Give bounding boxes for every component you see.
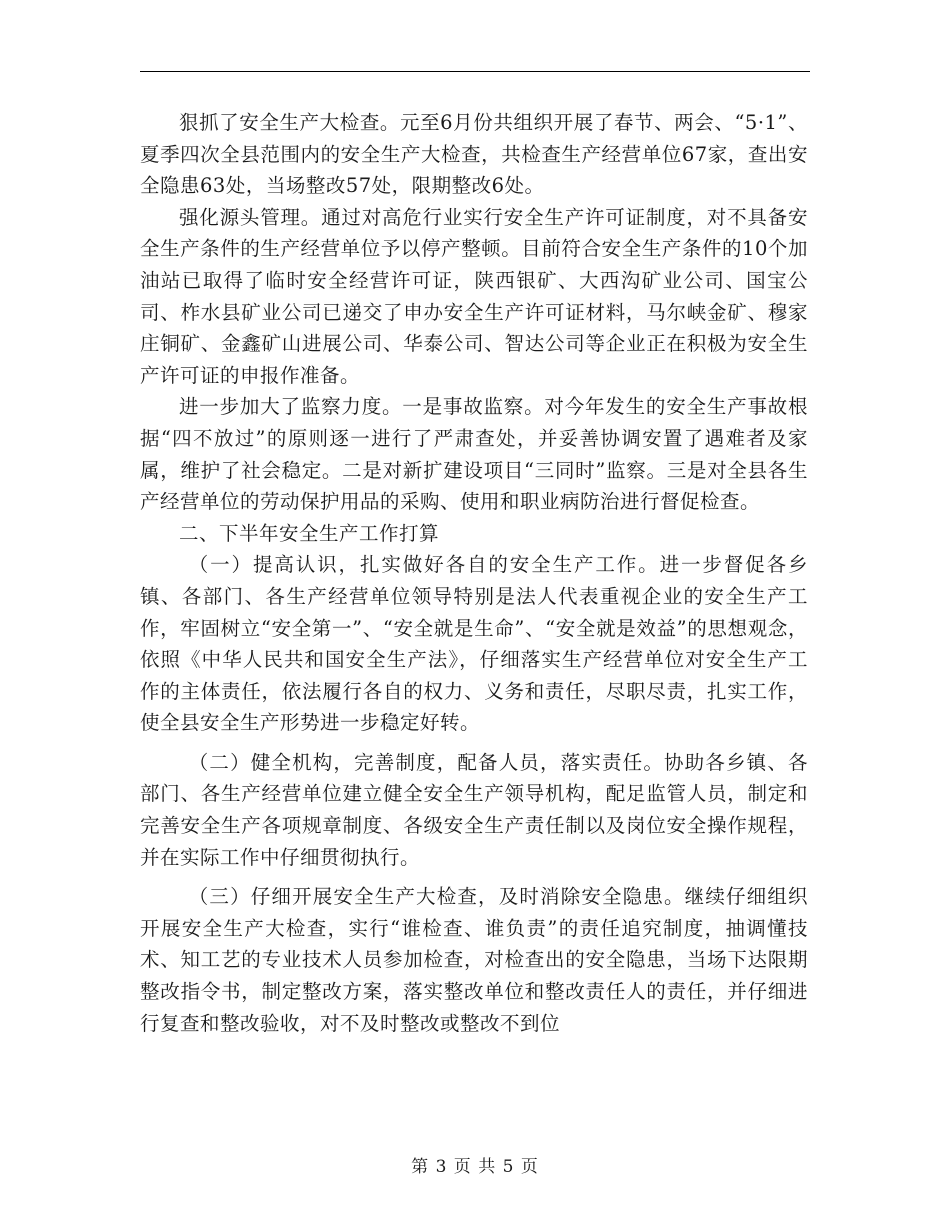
paragraph-safety-inspection: 狠抓了安全生产大检查。元至6月份共组织开展了春节、两会、“5·1”、夏季四次全县范围内的安全生产大检查，共检查生产经营单位67家，查出安全隐患63处，当场整改57处，限期整改6处。 — [140, 111, 808, 198]
paragraph-source-management: 强化源头管理。通过对高危行业实行安全生产许可证制度，对不具备安全生产条件的生产经营单位予以停产整顿。目前符合安全生产条件的10个加油站已取得了临时安全经营许可证，陕西银矿、大西沟矿业公司、国宝公司、柞水县矿业公司已递交了申办安全生产许可证材料，马尔峡金矿、穆家庄铜矿、金鑫矿山进展公司、华泰公司、智达公司等企业正在积极为安全生产许可证的申报作准备。 — [140, 205, 808, 387]
subsection-awareness: （一）提高认识，扎实做好各自的安全生产工作。进一步督促各乡镇、各部门、各生产经营单位领导特别是法人代表重视企业的安全生产工作，牢固树立“安全第一”、“安全就是生命”、“安全就是效益”的思想观念，依照《中华人民共和国安全生产法》，仔细落实生产经营单位对安全生产工作的主体责任，依法履行各自的权力、义务和责任，尽职尽责，扎实工作，使全县安全生产形势进一步稳定好转。 — [140, 553, 808, 735]
document-body — [140, 107, 808, 1039]
page-number: 第 3 页 共 5 页 — [411, 1157, 539, 1177]
subsection-inspection: （三）仔细开展安全生产大检查，及时消除安全隐患。继续仔细组织开展安全生产大检查，实行“谁检查、谁负责”的责任追究制度，抽调懂技术、知工艺的专业技术人员参加检查，对检查出的安全隐患，当场下达限期整改指令书，制定整改方案，落实整改单位和整改责任人的责任，并仔细进行复查和整改验收，对不及时整改或整改不到位 — [140, 885, 808, 1035]
section-heading-plan: 二、下半年安全生产工作打算 — [179, 521, 440, 545]
header-rule — [140, 71, 810, 72]
paragraph-supervision: 进一步加大了监察力度。一是事故监察。对今年发生的安全生产事故根据“四不放过”的原则逐一进行了严肃查处，并妥善协调安置了遇难者及家属，维护了社会稳定。二是对新扩建设项目“三同时”监察。三是对全县各生产经营单位的劳动保护用品的采购、使用和职业病防治进行督促检查。 — [140, 395, 808, 514]
subsection-institutions: （二）健全机构，完善制度，配备人员，落实责任。协助各乡镇、各部门、各生产经营单位建立健全安全生产领导机构，配足监管人员，制定和完善安全生产各项规章制度、各级安全生产责任制以及岗位安全操作规程，并在实际工作中仔细贯彻执行。 — [140, 750, 808, 869]
